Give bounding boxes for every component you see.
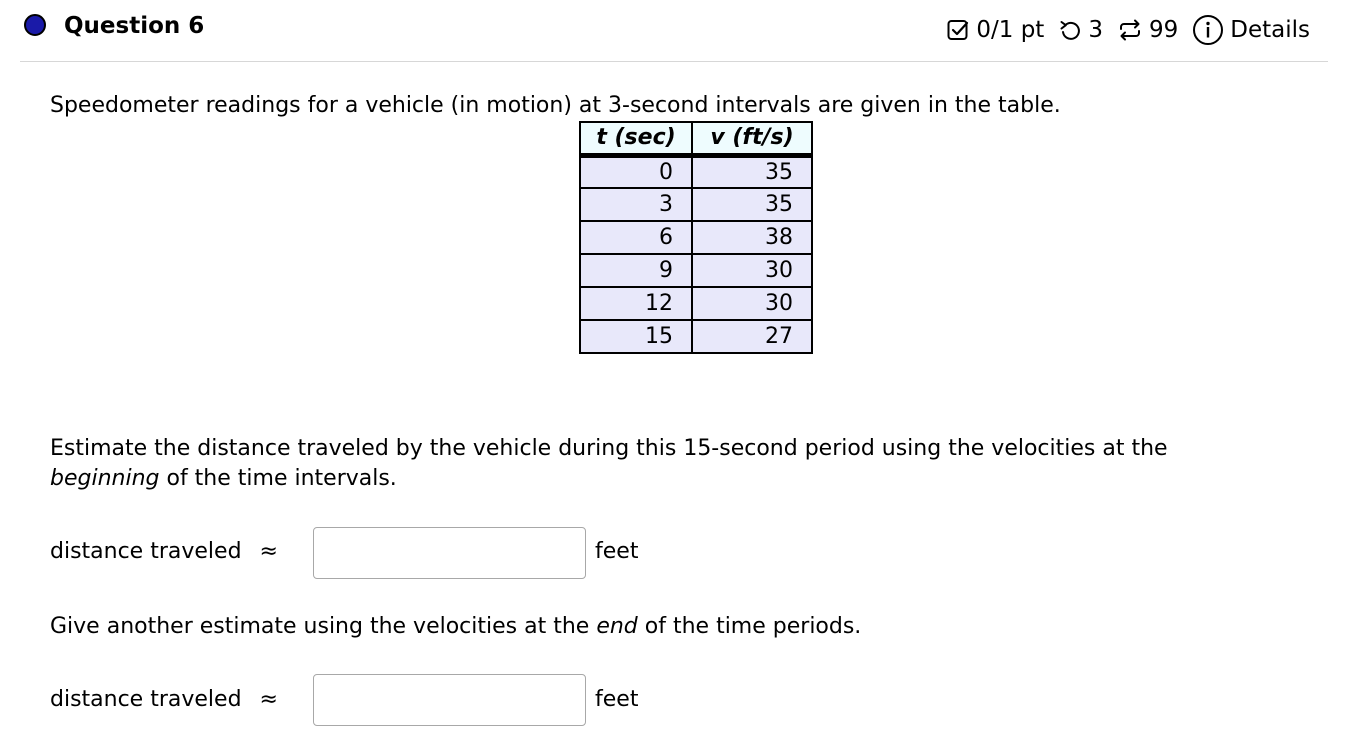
velocity-cell: 30: [692, 254, 812, 287]
retry-count: 3: [1088, 17, 1103, 43]
score-indicator: [946, 17, 1044, 43]
velocity-cell: 35: [692, 155, 812, 188]
question-header: [0, 0, 1346, 62]
info-icon: [1192, 14, 1224, 46]
answer2-label-text: distance traveled: [50, 687, 242, 712]
part1-emphasis: beginning: [50, 466, 160, 491]
submissions-indicator: [1117, 17, 1178, 43]
submissions-count: 99: [1148, 17, 1179, 43]
part2-emphasis: end: [596, 614, 638, 639]
repeat-icon: [1117, 18, 1143, 42]
retry-indicator: [1058, 17, 1103, 43]
status-dot: [24, 14, 46, 36]
part1-text-line1: Estimate the distance traveled by the vehicle during this 15-second period using the velocities at the: [50, 436, 1168, 461]
velocity-cell: 35: [692, 188, 812, 221]
time-cell: 3: [580, 188, 692, 221]
header-divider: [20, 61, 1328, 62]
time-cell: 9: [580, 254, 692, 287]
details-button[interactable]: [1192, 14, 1310, 46]
table-row: [580, 254, 812, 287]
question-meta: [946, 10, 1310, 50]
details-label: Details: [1230, 17, 1310, 43]
time-cell: 6: [580, 221, 692, 254]
table-row: [580, 188, 812, 221]
checkbox-icon: [946, 18, 970, 42]
score-text: 0/1 pt: [976, 17, 1045, 43]
distance-input-beginning[interactable]: [313, 527, 586, 579]
table-row: [580, 320, 812, 353]
approx-symbol: ≈: [259, 687, 278, 712]
part1-text-rest: of the time intervals.: [159, 466, 397, 491]
undo-icon: [1058, 18, 1082, 42]
distance-input-end[interactable]: [313, 674, 586, 726]
column-header-time: t (sec): [580, 122, 692, 155]
velocity-cell: 27: [692, 320, 812, 353]
answer2-label: [50, 685, 278, 715]
part1-text-line2: [50, 464, 397, 494]
table-row: [580, 155, 812, 188]
problem-intro: Speedometer readings for a vehicle (in motion) at 3-second intervals are given in the table.: [50, 93, 1061, 118]
approx-symbol: ≈: [259, 539, 278, 564]
column-header-velocity: v (ft/s): [692, 122, 812, 155]
time-cell: 0: [580, 155, 692, 188]
answer1-label: [50, 537, 278, 567]
table-row: [580, 287, 812, 320]
part2-text-a: Give another estimate using the velocities at the: [50, 614, 597, 639]
table-row: [580, 221, 812, 254]
question-title: Question 6: [64, 13, 205, 39]
answer1-label-text: distance traveled: [50, 539, 242, 564]
time-cell: 12: [580, 287, 692, 320]
answer2-unit: feet: [595, 687, 639, 712]
velocity-cell: 38: [692, 221, 812, 254]
answer1-unit: feet: [595, 539, 639, 564]
table-header-row: [580, 122, 812, 155]
part2-text: [50, 612, 861, 642]
time-cell: 15: [580, 320, 692, 353]
speed-table: [579, 121, 813, 354]
part2-text-b: of the time periods.: [637, 614, 862, 639]
velocity-cell: 30: [692, 287, 812, 320]
